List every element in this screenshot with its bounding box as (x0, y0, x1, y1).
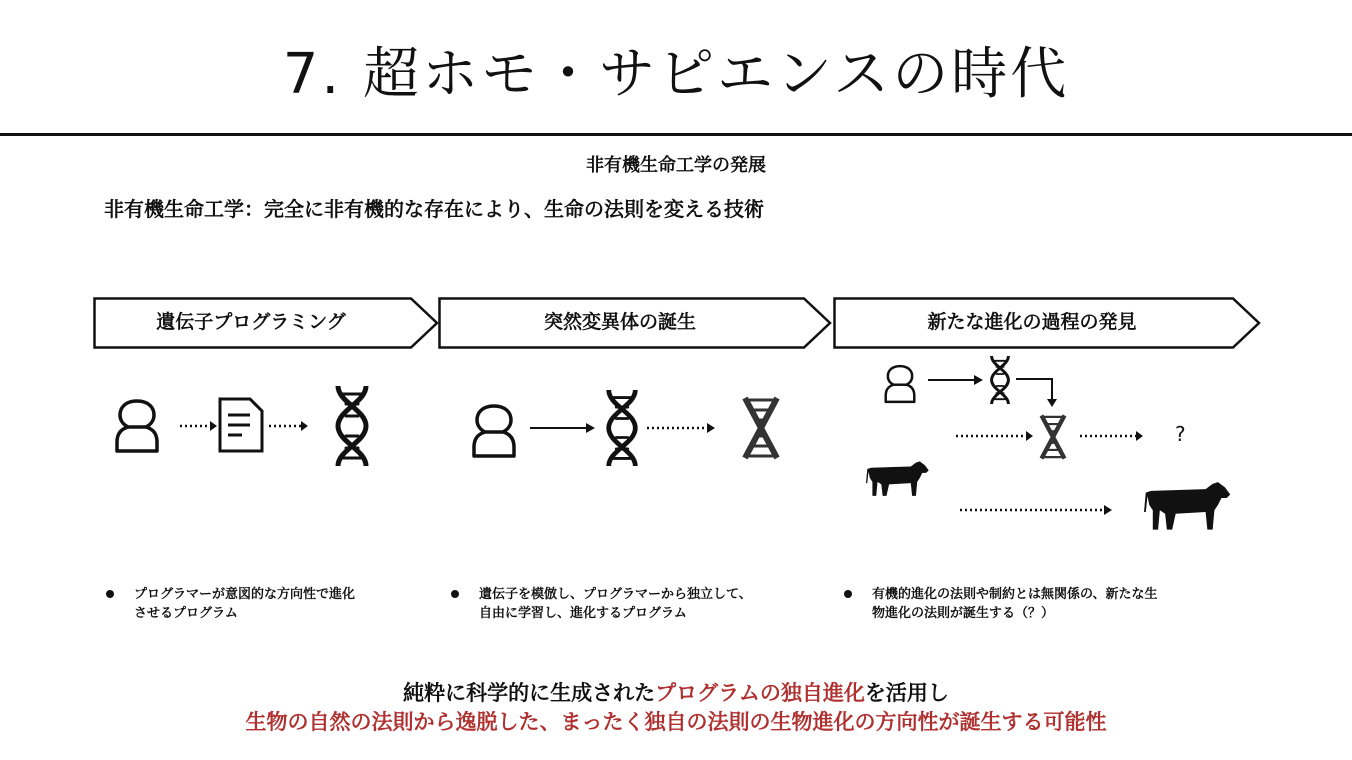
stage-arrow-1 (93, 297, 439, 349)
dna-icon (988, 354, 1012, 406)
dna-icon (603, 385, 641, 471)
person-icon (882, 364, 918, 404)
bullet-line: 自由に学習し、進化するプログラム (479, 606, 687, 621)
conclusion-highlight: プログラムの独自進化 (655, 681, 865, 705)
dotted-arrow-icon (1078, 430, 1144, 442)
section-subtitle: 非有機生命工学の発展 (586, 155, 766, 176)
dotted-arrow-icon (645, 422, 717, 434)
arrow-icon (528, 422, 596, 434)
bullet-line: 遺伝子を模倣し、プログラマーから独立して、 (479, 587, 752, 602)
stage-label: 突然変異体の誕生 (543, 311, 696, 333)
cow-icon (1144, 476, 1232, 534)
bullet-line: 有機的進化の法則や制約とは無関係の、新たな生 (872, 587, 1158, 602)
bullet-dot (844, 590, 852, 598)
bullet-dot (451, 590, 459, 598)
dotted-arrow-icon (958, 504, 1114, 516)
dotted-arrow-icon (954, 430, 1034, 442)
bullet-dot (106, 590, 114, 598)
conclusion-prefix: 純粋に科学的に生成された (403, 681, 656, 705)
definition-text: 非有機生命工学：完全に非有機的な存在により、生命の法則を変える技術 (104, 197, 764, 221)
mutant-dna-icon (741, 396, 781, 460)
dna-icon (332, 384, 372, 468)
bent-arrow-icon (1014, 372, 1060, 408)
person-icon (471, 403, 517, 459)
conclusion-line-1 (0, 677, 1352, 707)
mutant-dna-icon (1037, 414, 1069, 460)
title-divider (0, 133, 1352, 136)
arrow-icon (926, 374, 984, 386)
person-icon (114, 398, 160, 454)
cow-icon (866, 458, 930, 498)
conclusion-line-2: 生物の自然の法則から逸脱した、まったく独自の法則の生物進化の方向性が誕生する可能性 (245, 710, 1107, 734)
page-title: 7. 超ホモ・サピエンスの時代 (282, 42, 1070, 107)
stage-arrow-2 (438, 297, 832, 349)
stage-arrow-3 (833, 297, 1261, 349)
stage-label: 新たな進化の過程の発見 (927, 311, 1137, 333)
question-mark: ? (1175, 422, 1186, 446)
dotted-arrow-icon (267, 420, 309, 432)
dotted-arrow-icon (178, 420, 218, 432)
bullet-line: 物進化の法則が誕生する（？） (872, 606, 1055, 621)
conclusion-suffix: を活用し (864, 681, 949, 705)
bullet-line: させるプログラム (134, 606, 238, 621)
bullet-line: プログラマーが意図的な方向性で進化 (134, 587, 356, 602)
document-icon (218, 397, 264, 453)
stage-label: 遺伝子プログラミング (156, 311, 346, 333)
